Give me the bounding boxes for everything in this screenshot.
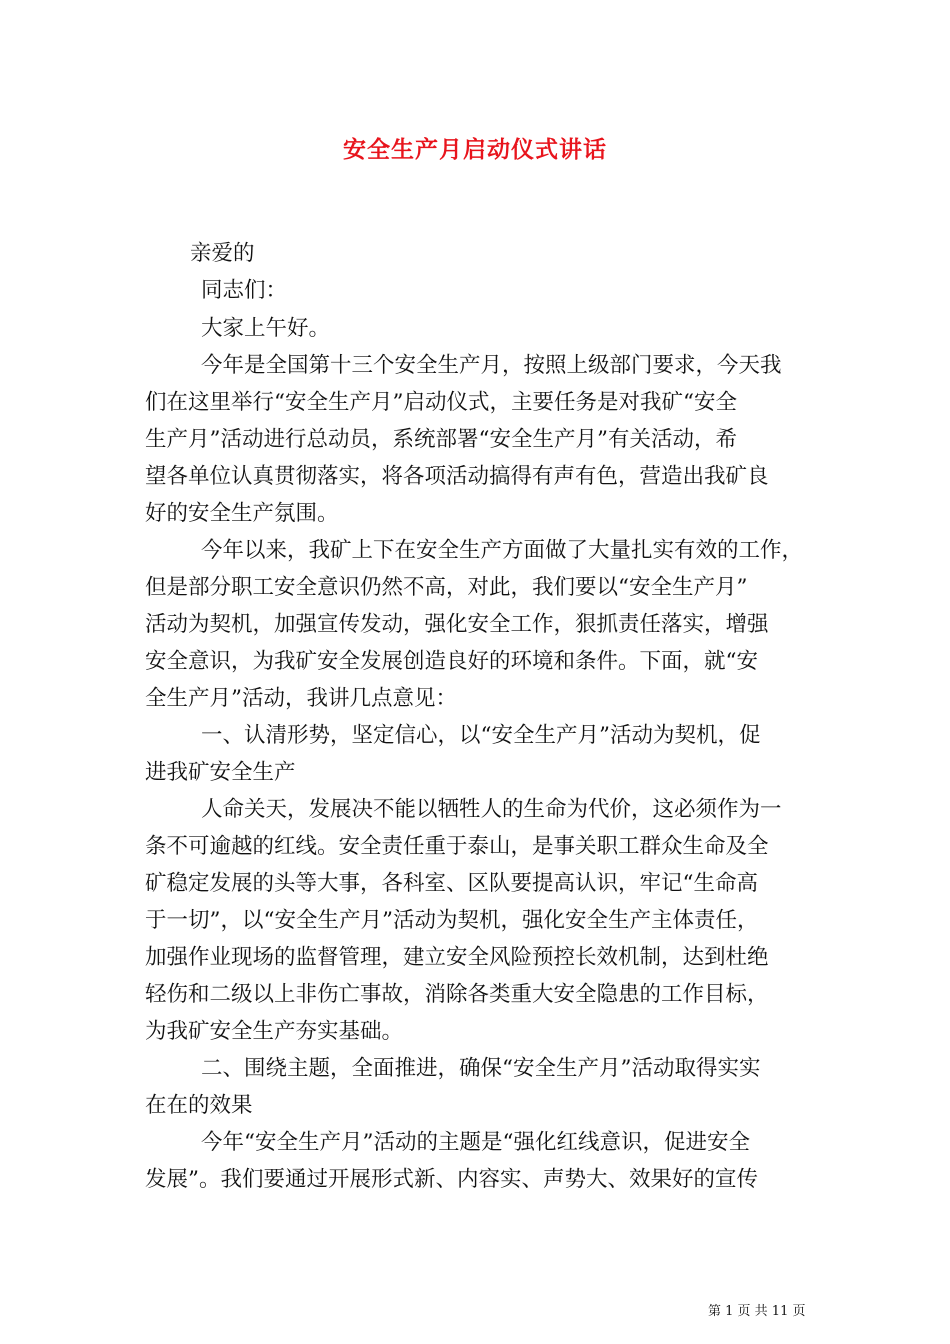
body-line: 今年“安全生产月”活动的主题是“强化红线意识，促进安全 (201, 1130, 750, 1155)
body-line: 望各单位认真贯彻落实，将各项活动搞得有声有色，营造出我矿良 (145, 464, 769, 489)
salutation-line-2: 同志们： (201, 278, 288, 303)
body-line: 于一切”，以“安全生产月”活动为契机，强化安全生产主体责任， (145, 908, 759, 933)
body-line: 人命关天，发展决不能以牺牲人的生命为代价，这必须作为一 (201, 797, 782, 822)
body-line: 安全意识，为我矿安全发展创造良好的环境和条件。下面，就“安 (145, 649, 758, 674)
body-line: 为我矿安全生产夯实基础。 (145, 1019, 404, 1044)
page-number: 第 1 页 共 11 页 (708, 1304, 806, 1319)
body-line: 条不可逾越的红线。安全责任重于泰山，是事关职工群众生命及全 (145, 834, 769, 859)
section-heading-2: 二、围绕主题，全面推进，确保“安全生产月”活动取得实实 (201, 1056, 761, 1081)
body-line: 生产月”活动进行总动员，系统部署“安全生产月”有关活动，希 (145, 427, 737, 452)
section-heading-1-cont: 进我矿安全生产 (145, 760, 296, 785)
body-line: 轻伤和二级以上非伤亡事故，消除各类重大安全隐患的工作目标， (145, 982, 769, 1007)
section-heading-1: 一、认清形势，坚定信心，以“安全生产月”活动为契机，促 (201, 723, 761, 748)
greeting-line: 大家上午好。 (201, 316, 331, 341)
salutation-line-1: 亲爱的 (190, 241, 255, 266)
body-line: 矿稳定发展的头等大事，各科室、区队要提高认识，牢记“生命高 (145, 871, 758, 896)
body-line: 好的安全生产氛围。 (145, 501, 339, 526)
body-line: 今年以来，我矿上下在安全生产方面做了大量扎实有效的工作， (201, 538, 804, 563)
body-line: 全生产月”活动，我讲几点意见： (145, 686, 457, 711)
body-line: 们在这里举行“安全生产月”启动仪式，主要任务是对我矿“安全 (145, 390, 737, 415)
document-title: 安全生产月启动仪式讲话 (343, 136, 607, 163)
body-line: 发展”。我们要通过开展形式新、内容实、声势大、效果好的宣传 (145, 1167, 758, 1192)
body-line: 活动为契机，加强宣传发动，强化安全工作，狠抓责任落实，增强 (145, 612, 769, 637)
section-heading-2-cont: 在在的效果 (145, 1093, 253, 1118)
body-line: 加强作业现场的监督管理，建立安全风险预控长效机制，达到杜绝 (145, 945, 769, 970)
body-line: 今年是全国第十三个安全生产月，按照上级部门要求，今天我 (201, 353, 782, 378)
body-line: 但是部分职工安全意识仍然不高，对此，我们要以“安全生产月” (145, 575, 748, 600)
